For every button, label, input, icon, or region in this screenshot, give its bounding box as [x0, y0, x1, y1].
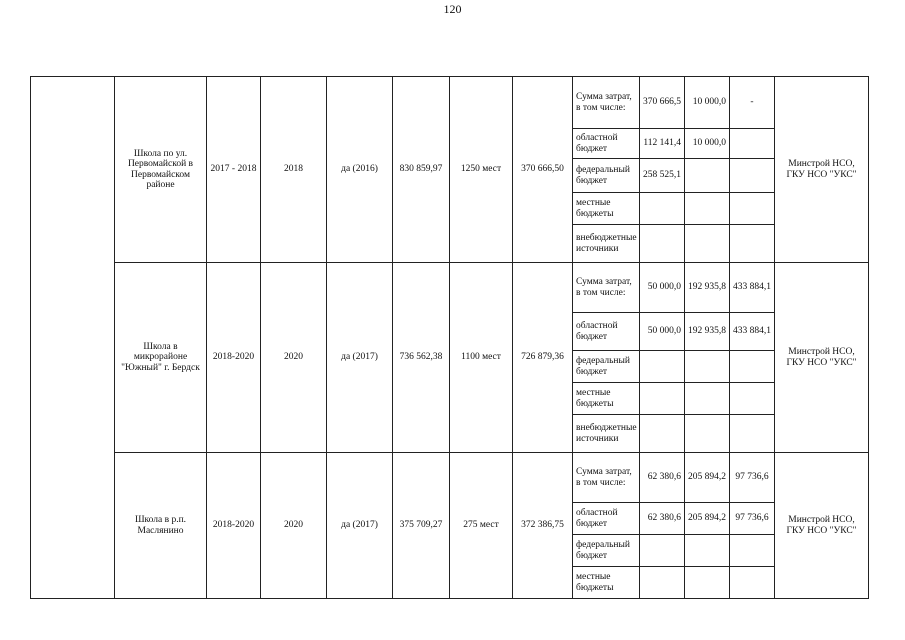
amount-year-3: - — [730, 77, 775, 129]
amount-year-1: 112 141,4 — [640, 129, 685, 159]
total-cost: 726 879,36 — [513, 263, 573, 453]
table-row — [31, 453, 869, 503]
design-documentation: да (2017) — [327, 453, 393, 599]
amount-year-3 — [730, 129, 775, 159]
amount-year-3 — [730, 567, 775, 599]
amount-year-3 — [730, 193, 775, 225]
funding-source: областной бюджет — [573, 503, 640, 535]
amount-year-3: 433 884,1 — [730, 263, 775, 313]
funding-source: федеральный бюджет — [573, 535, 640, 567]
amount-year-1 — [640, 383, 685, 415]
amount-year-3: 97 736,6 — [730, 503, 775, 535]
responsible-executor: Минстрой НСО, ГКУ НСО "УКС" — [775, 77, 869, 263]
completion-year: 2020 — [261, 453, 327, 599]
responsible-executor: Минстрой НСО, ГКУ НСО "УКС" — [775, 453, 869, 599]
amount-year-3 — [730, 351, 775, 383]
amount-year-2 — [685, 225, 730, 263]
table-body — [31, 77, 869, 599]
funding-source: Сумма затрат, в том числе: — [573, 453, 640, 503]
amount-year-3 — [730, 535, 775, 567]
construction-period: 2018-2020 — [207, 453, 261, 599]
amount-year-2 — [685, 159, 730, 193]
amount-year-3 — [730, 225, 775, 263]
completion-year: 2020 — [261, 263, 327, 453]
object-name: Школа в микрорайоне "Южный" г. Бердск — [115, 263, 207, 453]
amount-year-2: 205 894,2 — [685, 453, 730, 503]
amount-year-1 — [640, 193, 685, 225]
amount-year-2: 192 935,8 — [685, 313, 730, 351]
amount-year-2: 10 000,0 — [685, 77, 730, 129]
object-name: Школа в р.п. Маслянино — [115, 453, 207, 599]
amount-year-1: 370 666,5 — [640, 77, 685, 129]
amount-year-1: 62 380,6 — [640, 503, 685, 535]
amount-year-2 — [685, 535, 730, 567]
amount-year-2 — [685, 351, 730, 383]
amount-year-3: 97 736,6 — [730, 453, 775, 503]
funding-source: Сумма затрат, в том числе: — [573, 77, 640, 129]
amount-year-3 — [730, 415, 775, 453]
amount-year-3 — [730, 383, 775, 415]
index-column-cell — [31, 77, 115, 599]
object-name: Школа по ул. Первомайской в Первомайском районе — [115, 77, 207, 263]
capacity: 275 мест — [450, 453, 513, 599]
amount-year-1 — [640, 535, 685, 567]
funding-source: областной бюджет — [573, 129, 640, 159]
total-cost: 370 666,50 — [513, 77, 573, 263]
amount-year-1 — [640, 567, 685, 599]
amount-year-2: 192 935,8 — [685, 263, 730, 313]
funding-source: местные бюджеты — [573, 383, 640, 415]
completion-year: 2018 — [261, 77, 327, 263]
page-number: 120 — [443, 2, 462, 16]
design-documentation: да (2017) — [327, 263, 393, 453]
design-documentation: да (2016) — [327, 77, 393, 263]
construction-period: 2017 - 2018 — [207, 77, 261, 263]
amount-year-1: 258 525,1 — [640, 159, 685, 193]
amount-year-1 — [640, 351, 685, 383]
amount-year-2 — [685, 383, 730, 415]
funding-source: федеральный бюджет — [573, 159, 640, 193]
funding-source: Сумма затрат, в том числе: — [573, 263, 640, 313]
budget-table — [30, 76, 869, 599]
amount-year-2 — [685, 567, 730, 599]
amount-year-1: 62 380,6 — [640, 453, 685, 503]
responsible-executor: Минстрой НСО, ГКУ НСО "УКС" — [775, 263, 869, 453]
amount-year-2 — [685, 193, 730, 225]
amount-year-1: 50 000,0 — [640, 313, 685, 351]
estimated-cost: 830 859,97 — [393, 77, 450, 263]
amount-year-1 — [640, 415, 685, 453]
table-row — [31, 263, 869, 313]
amount-year-2: 205 894,2 — [685, 503, 730, 535]
funding-source: внебюджетные источники — [573, 415, 640, 453]
amount-year-3 — [730, 159, 775, 193]
amount-year-1: 50 000,0 — [640, 263, 685, 313]
construction-period: 2018-2020 — [207, 263, 261, 453]
estimated-cost: 736 562,38 — [393, 263, 450, 453]
amount-year-3: 433 884,1 — [730, 313, 775, 351]
amount-year-2: 10 000,0 — [685, 129, 730, 159]
amount-year-2 — [685, 415, 730, 453]
capacity: 1100 мест — [450, 263, 513, 453]
funding-source: областной бюджет — [573, 313, 640, 351]
funding-source: внебюджетные источники — [573, 225, 640, 263]
funding-source: федеральный бюджет — [573, 351, 640, 383]
amount-year-1 — [640, 225, 685, 263]
funding-source: местные бюджеты — [573, 193, 640, 225]
table-row — [31, 77, 869, 129]
capacity: 1250 мест — [450, 77, 513, 263]
total-cost: 372 386,75 — [513, 453, 573, 599]
estimated-cost: 375 709,27 — [393, 453, 450, 599]
funding-source: местные бюджеты — [573, 567, 640, 599]
